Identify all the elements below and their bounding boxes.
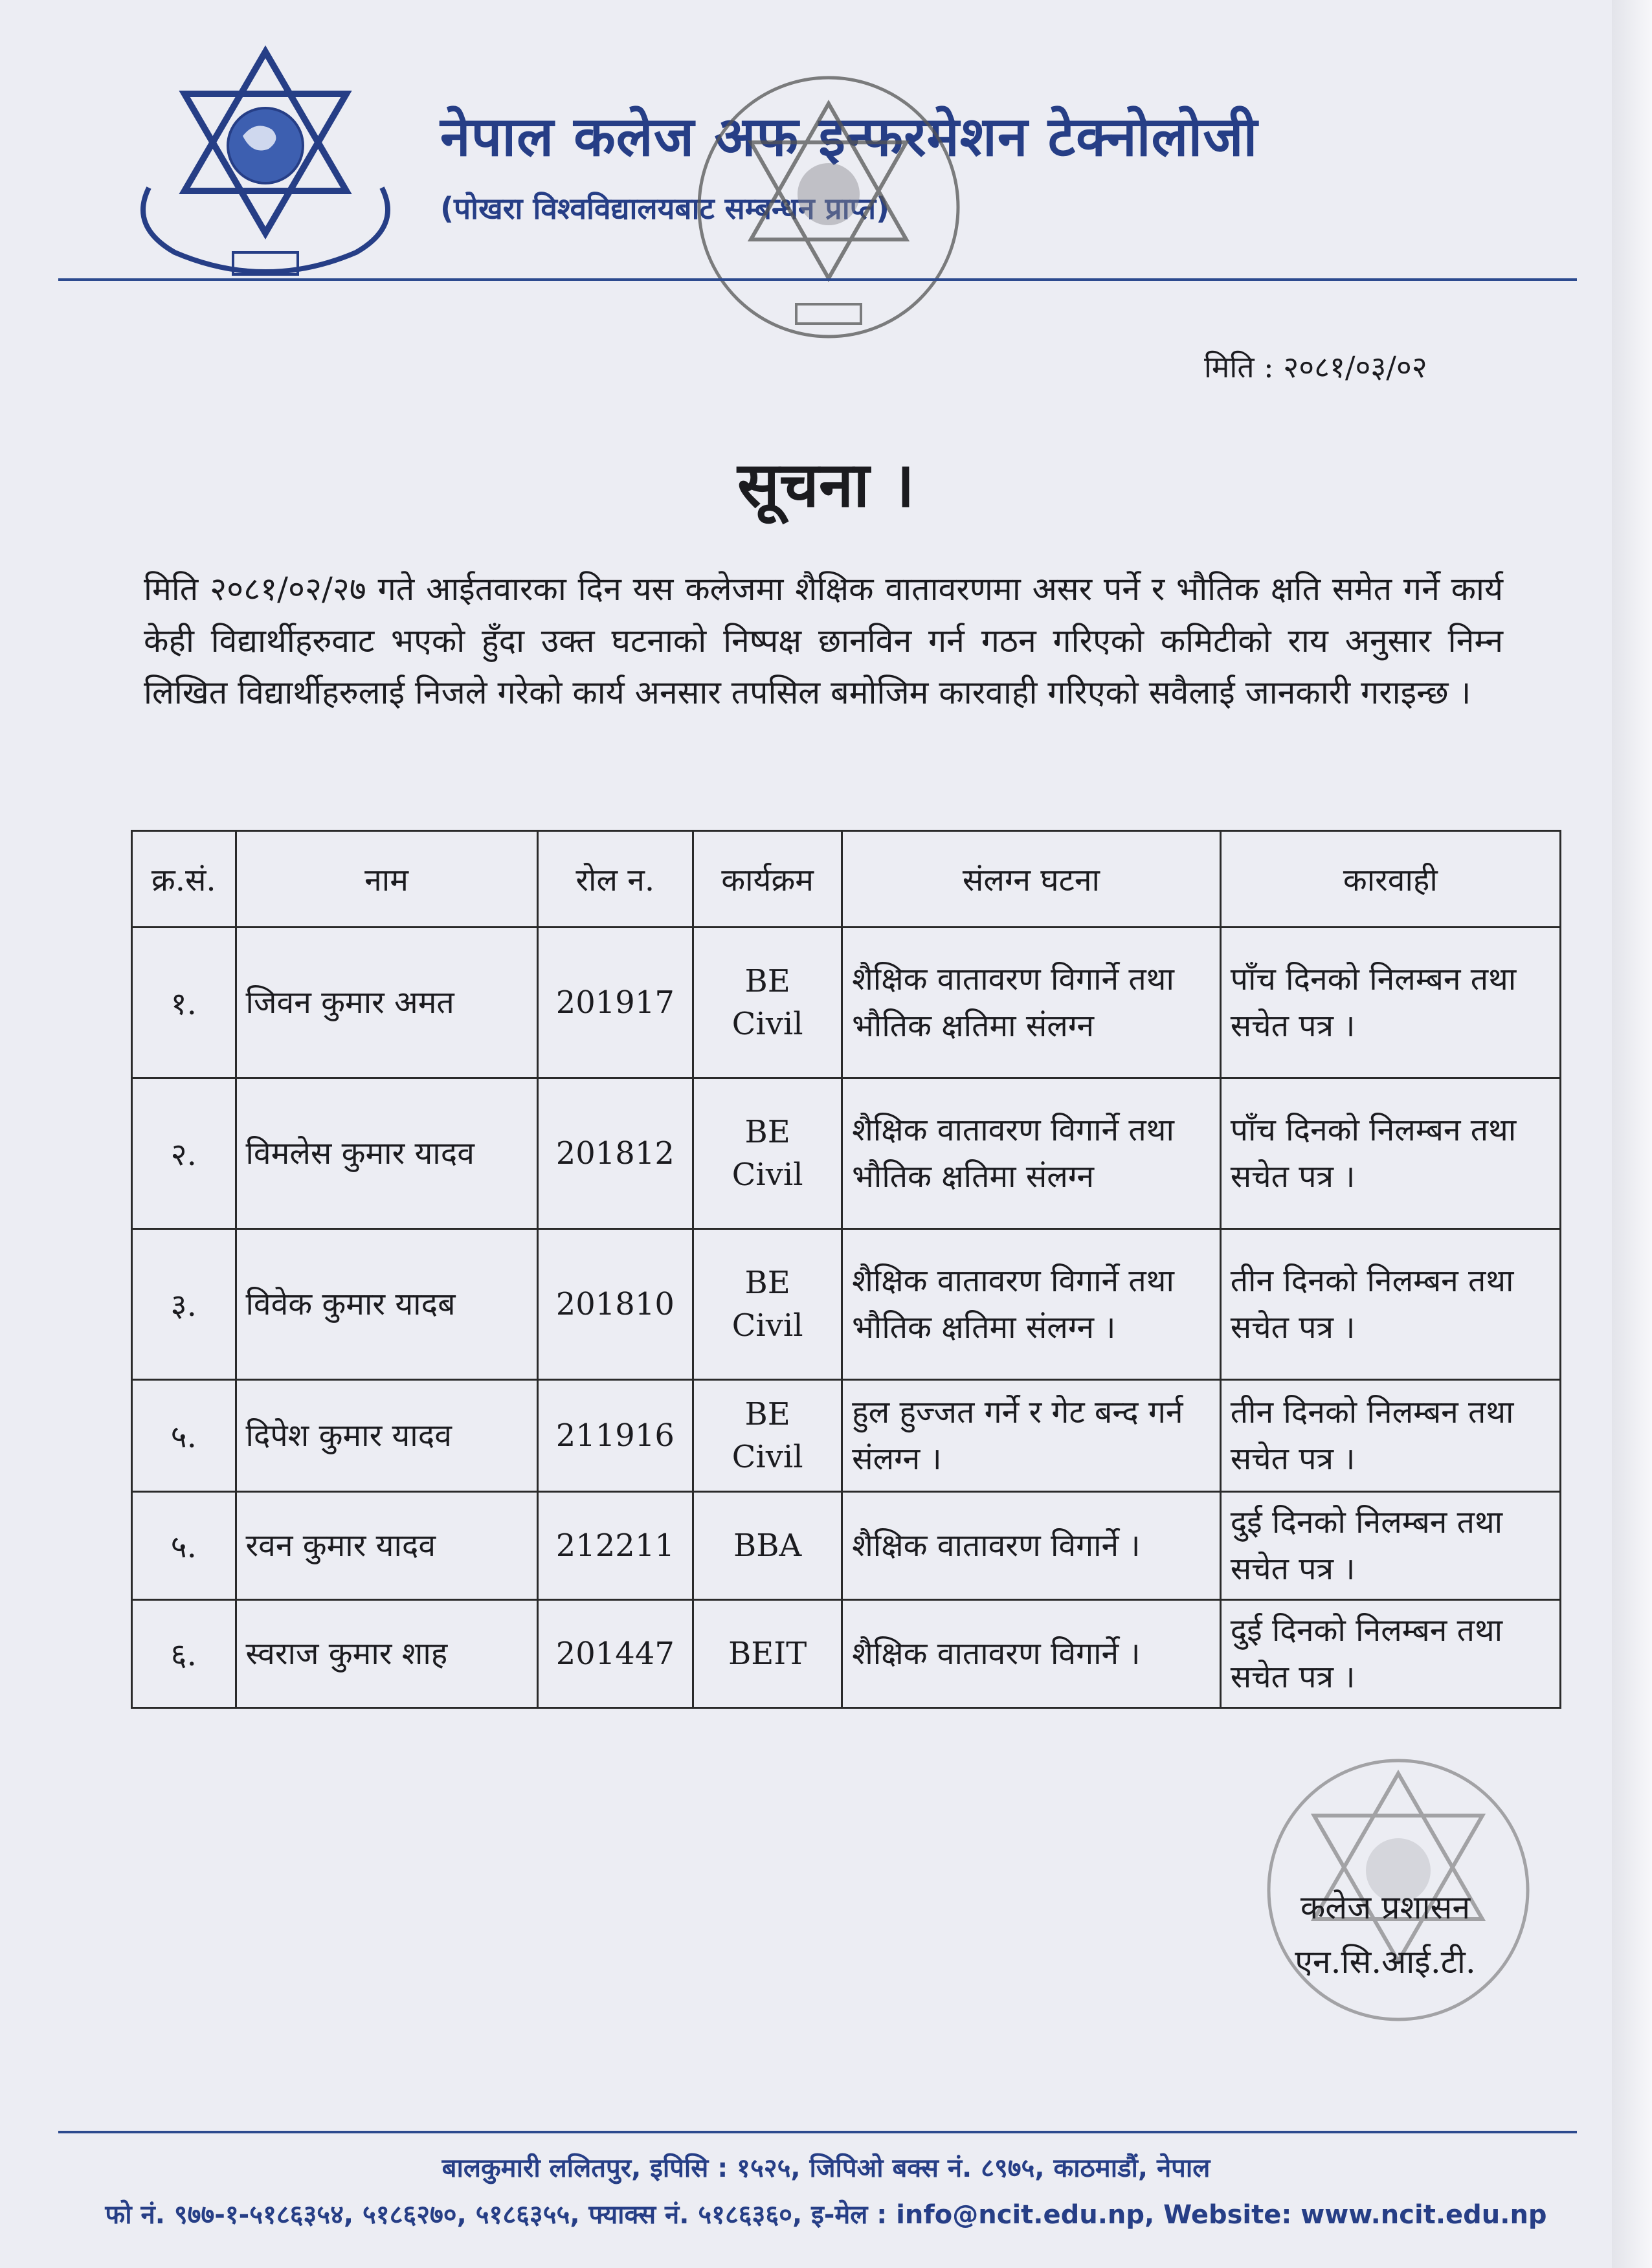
program-line: BE xyxy=(744,1265,790,1301)
cell-name: रवन कुमार यादव xyxy=(236,1492,537,1600)
notice-date: मिति : २०८१/०३/०२ xyxy=(1204,350,1427,384)
cell-roll: 201810 xyxy=(537,1229,693,1380)
cell-action: तीन दिनको निलम्बन तथा सचेत पत्र । xyxy=(1220,1229,1560,1380)
cell-incident: शैक्षिक वातावरण विगार्ने तथा भौतिक क्षतिमा संलग्न xyxy=(842,1078,1221,1229)
cell-serial: ६. xyxy=(132,1600,236,1708)
table-row xyxy=(132,1078,1561,1229)
affiliation-text: (पोखरा विश्वविद्यालयबाट सम्बन्धन प्राप्त) xyxy=(440,191,890,226)
header-action: कारवाही xyxy=(1220,831,1560,928)
cell-program: BEIT xyxy=(693,1600,842,1708)
college-emblem-icon xyxy=(123,39,408,285)
table-row xyxy=(132,1492,1561,1600)
cell-action: दुई दिनको निलम्बन तथा सचेत पत्र । xyxy=(1220,1492,1560,1600)
notice-body: मिति २०८१/०२/२७ गते आईतवारका दिन यस कलेजमा शैक्षिक वातावरणमा असर पर्ने र भौतिक क्षति समेत गर्ने कार्य केही विद्यार्थीहरुवाट भएको हुँदा उक्त घटनाको निष्पक्ष छानविन गर्न गठन गरिएको कमिटीको राय अनुसार निम्न लिखित विद्यार्थीहरुलाई निजले गरेको कार्य अनसार तपसिल बमोजिम कारवाही गरिएको सवैलाई जानकारी गराइन्छ । xyxy=(144,570,1503,711)
footer-address: बालकुमारी ललितपुर, इपिसि : १५२५, जिपिओ बक्स नं. ८९७५, काठमाडौं, नेपाल xyxy=(441,2153,1211,2183)
signature-block xyxy=(1249,1880,1521,1989)
table-row xyxy=(132,1600,1561,1708)
college-name: नेपाल कलेज अफ इन्फरमेशन टेक्नोलोजी xyxy=(440,105,1258,168)
cell-name: स्वराज कुमार शाह xyxy=(236,1600,537,1708)
cell-name: जिवन कुमार अमत xyxy=(236,928,537,1078)
program-line: Civil xyxy=(731,1006,803,1042)
table-row xyxy=(132,1229,1561,1380)
cell-action: पाँच दिनको निलम्बन तथा सचेत पत्र । xyxy=(1220,928,1560,1078)
table-header-row xyxy=(132,831,1561,928)
cell-roll: 201812 xyxy=(537,1078,693,1229)
cell-action: तीन दिनको निलम्बन तथा सचेत पत्र । xyxy=(1220,1380,1560,1492)
scan-edge xyxy=(1612,0,1652,2268)
cell-program xyxy=(693,1380,842,1492)
table-row xyxy=(132,1380,1561,1492)
header-serial: क्र.सं. xyxy=(132,831,236,928)
cell-incident: शैक्षिक वातावरण विगार्ने । xyxy=(842,1492,1221,1600)
cell-action: दुई दिनको निलम्बन तथा सचेत पत्र । xyxy=(1220,1600,1560,1708)
cell-name: विवेक कुमार यादब xyxy=(236,1229,537,1380)
cell-serial: ५. xyxy=(132,1492,236,1600)
program-line: BE xyxy=(744,1114,790,1150)
footer-divider xyxy=(58,2131,1577,2133)
program-line: BE xyxy=(744,1396,790,1432)
footer-contact: फो नं. ९७७-१-५१८६३५४, ५१८६२७०, ५१८६३५५, फ्याक्स नं. ५१८६३६०, इ-मेल : info@ncit.edu.np, Website: www.ncit.edu.np xyxy=(105,2200,1547,2230)
program-line: Civil xyxy=(731,1439,803,1475)
cell-incident: शैक्षिक वातावरण विगार्ने । xyxy=(842,1600,1221,1708)
cell-roll: 212211 xyxy=(537,1492,693,1600)
cell-program: BBA xyxy=(693,1492,842,1600)
cell-program xyxy=(693,928,842,1078)
cell-roll: 211916 xyxy=(537,1380,693,1492)
cell-serial: २. xyxy=(132,1078,236,1229)
header-roll: रोल न. xyxy=(537,831,693,928)
header-program: कार्यक्रम xyxy=(693,831,842,928)
table-row xyxy=(132,928,1561,1078)
notice-title: सूचना । xyxy=(737,449,915,521)
signature-office: कलेज प्रशासन xyxy=(1300,1889,1471,1926)
cell-incident: हुल हुज्जत गर्ने र गेट बन्द गर्न संलग्न । xyxy=(842,1380,1221,1492)
cell-name: विमलेस कुमार यादव xyxy=(236,1078,537,1229)
header-incident: संलग्न घटना xyxy=(842,831,1221,928)
disciplinary-action-table xyxy=(131,830,1561,1709)
program-line: Civil xyxy=(731,1157,803,1193)
header-divider xyxy=(58,278,1577,281)
cell-roll: 201917 xyxy=(537,928,693,1078)
cell-name: दिपेश कुमार यादव xyxy=(236,1380,537,1492)
program-line: BE xyxy=(744,963,790,999)
official-stamp-icon xyxy=(686,65,971,350)
cell-incident: शैक्षिक वातावरण विगार्ने तथा भौतिक क्षतिमा संलग्न xyxy=(842,928,1221,1078)
program-line: Civil xyxy=(731,1307,803,1344)
cell-roll: 201447 xyxy=(537,1600,693,1708)
cell-action: पाँच दिनको निलम्बन तथा सचेत पत्र । xyxy=(1220,1078,1560,1229)
cell-program xyxy=(693,1078,842,1229)
header-name: नाम xyxy=(236,831,537,928)
signature-institution: एन.सि.आई.टी. xyxy=(1295,1943,1476,1981)
cell-serial: ५. xyxy=(132,1380,236,1492)
cell-serial: १. xyxy=(132,928,236,1078)
cell-program xyxy=(693,1229,842,1380)
cell-serial: ३. xyxy=(132,1229,236,1380)
cell-incident: शैक्षिक वातावरण विगार्ने तथा भौतिक क्षतिमा संलग्न । xyxy=(842,1229,1221,1380)
